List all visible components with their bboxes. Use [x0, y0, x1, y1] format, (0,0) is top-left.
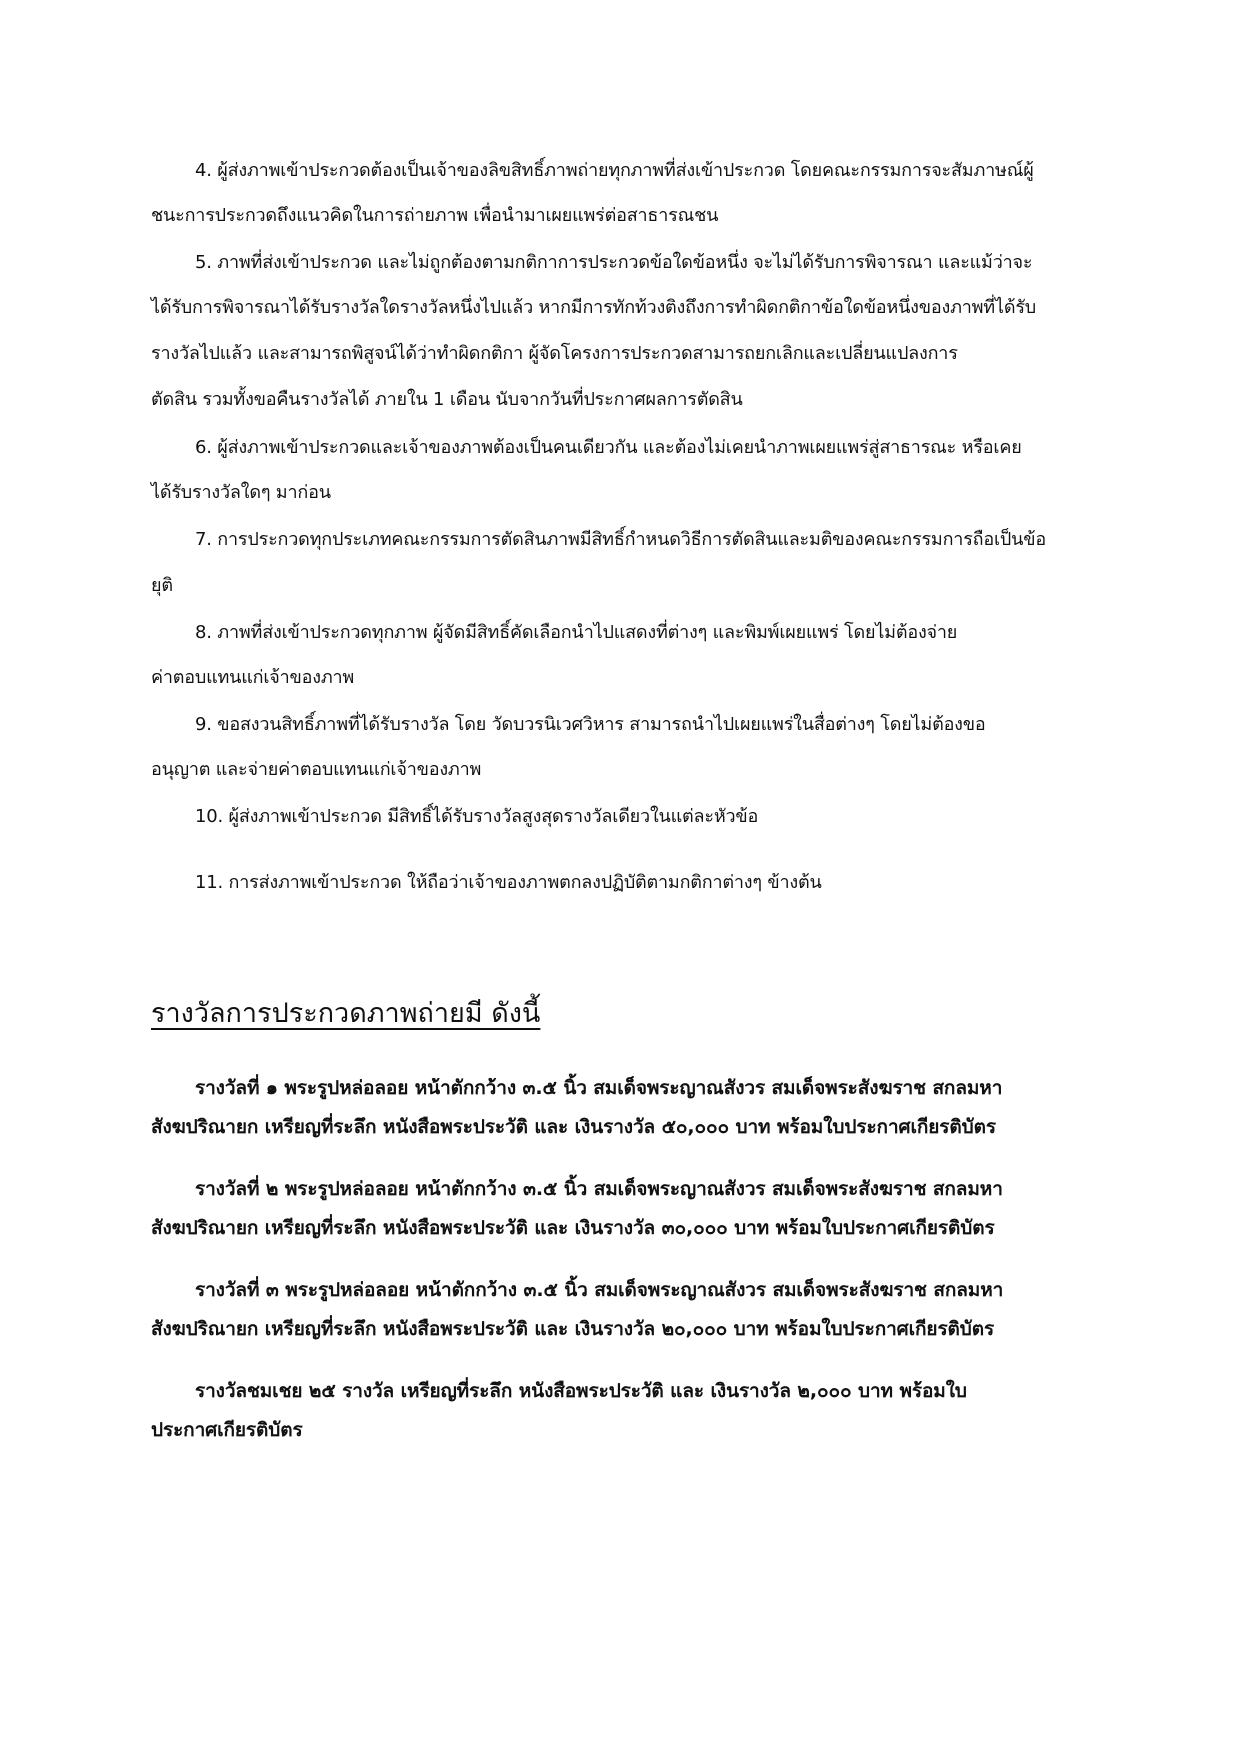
awards-heading: รางวัลการประกวดภาพถ่ายมี ดังนี้	[151, 998, 541, 1029]
award-3-line-1: รางวัลที่ ๓ พระรูปหล่อลอย หน้าตักกว้าง ๓.๕ นิ้ว สมเด็จพระญาณสังวร สมเด็จพระสังฆราช สกลมหา	[195, 1279, 1004, 1301]
rule-9-line-1: 9. ขอสงวนสิทธิ์ภาพที่ได้รับรางวัล โดย วัดบวรนิเวศวิหาร สามารถนำไปเผยแพร่ในสื่อต่างๆ โดยไม่ต้องขอ	[195, 714, 986, 735]
award-honorable-line-2: ประกาศเกียรติบัตร	[151, 1419, 303, 1441]
rule-7-line-2: ยุติ	[151, 575, 173, 596]
rule-5-line-2: ได้รับการพิจารณาได้รับรางวัลใดรางวัลหนึ่งไปแล้ว หากมีการทักท้วงติงถึงการทำผิดกติกาข้อใดข้อหนึ่งของภาพที่ได้รับ	[151, 297, 1037, 318]
rule-6-line-2: ได้รับรางวัลใดๆ มาก่อน	[151, 482, 331, 503]
rule-4-line-1: 4. ผู้ส่งภาพเข้าประกวดต้องเป็นเจ้าของลิขสิทธิ์ภาพถ่ายทุกภาพที่ส่งเข้าประกวด โดยคณะกรรมการจะสัมภาษณ์ผู้	[195, 160, 1034, 181]
rule-9-line-2: อนุญาต และจ่ายค่าตอบแทนแก่เจ้าของภาพ	[151, 759, 482, 780]
rule-5-line-4: ตัดสิน รวมทั้งขอคืนรางวัลได้ ภายใน 1 เดือน นับจากวันที่ประกาศผลการตัดสิน	[151, 389, 743, 410]
rule-5-line-1: 5. ภาพที่ส่งเข้าประกวด และไม่ถูกต้องตามกติกาการประกวดข้อใดข้อหนึ่ง จะไม่ได้รับการพิจารณา และแม้ว่าจะ	[195, 252, 1033, 273]
rule-8-line-2: ค่าตอบแทนแก่เจ้าของภาพ	[151, 667, 355, 688]
award-1-line-1: รางวัลที่ ๑ พระรูปหล่อลอย หน้าตักกว้าง ๓.๕ นิ้ว สมเด็จพระญาณสังวร สมเด็จพระสังฆราช สกลมหา	[195, 1077, 1003, 1099]
rule-8-line-1: 8. ภาพที่ส่งเข้าประกวดทุกภาพ ผู้จัดมีสิทธิ์คัดเลือกนำไปแสดงที่ต่างๆ และพิมพ์เผยแพร่ โดยไม่ต้องจ่าย	[195, 622, 958, 643]
award-1-line-2: สังฆปริณายก เหรียญที่ระลึก หนังสือพระประวัติ และ เงินรางวัล ๕๐,๐๐๐ บาท พร้อมใบประกาศเกียรติบัตร	[151, 1116, 996, 1138]
rule-10-line-1: 10. ผู้ส่งภาพเข้าประกวด มีสิทธิ์ได้รับรางวัลสูงสุดรางวัลเดียวในแต่ละหัวข้อ	[195, 806, 759, 827]
award-3-line-2: สังฆปริณายก เหรียญที่ระลึก หนังสือพระประวัติ และ เงินรางวัล ๒๐,๐๐๐ บาท พร้อมใบประกาศเกียรติบัตร	[151, 1318, 995, 1340]
award-2-line-2: สังฆปริณายก เหรียญที่ระลึก หนังสือพระประวัติ และ เงินรางวัล ๓๐,๐๐๐ บาท พร้อมใบประกาศเกียรติบัตร	[151, 1217, 995, 1239]
rule-5-line-3: รางวัลไปแล้ว และสามารถพิสูจน์ได้ว่าทำผิดกติกา ผู้จัดโครงการประกวดสามารถยกเลิกและเปลี่ยนแปลงการ	[151, 343, 958, 364]
rule-11-line-1: 11. การส่งภาพเข้าประกวด ให้ถือว่าเจ้าของภาพตกลงปฏิบัติตามกติกาต่างๆ ข้างต้น	[195, 872, 822, 893]
rule-4-line-2: ชนะการประกวดถึงแนวคิดในการถ่ายภาพ เพื่อนำมาเผยแพร่ต่อสาธารณชน	[151, 205, 719, 226]
rule-7-line-1: 7. การประกวดทุกประเภทคณะกรรมการตัดสินภาพมีสิทธิ์กำหนดวิธีการตัดสินและมติของคณะกรรมการถือเป็นข้อ	[195, 529, 1046, 550]
award-honorable-line-1: รางวัลชมเชย ๒๕ รางวัล เหรียญที่ระลึก หนังสือพระประวัติ และ เงินรางวัล ๒,๐๐๐ บาท พร้อมใบ	[195, 1380, 967, 1402]
award-2-line-1: รางวัลที่ ๒ พระรูปหล่อลอย หน้าตักกว้าง ๓.๕ นิ้ว สมเด็จพระญาณสังวร สมเด็จพระสังฆราช สกลมหา	[195, 1178, 1003, 1200]
rule-6-line-1: 6. ผู้ส่งภาพเข้าประกวดและเจ้าของภาพต้องเป็นคนเดียวกัน และต้องไม่เคยนำภาพเผยแพร่สู่สาธารณะ หรือเคย	[195, 437, 1022, 458]
